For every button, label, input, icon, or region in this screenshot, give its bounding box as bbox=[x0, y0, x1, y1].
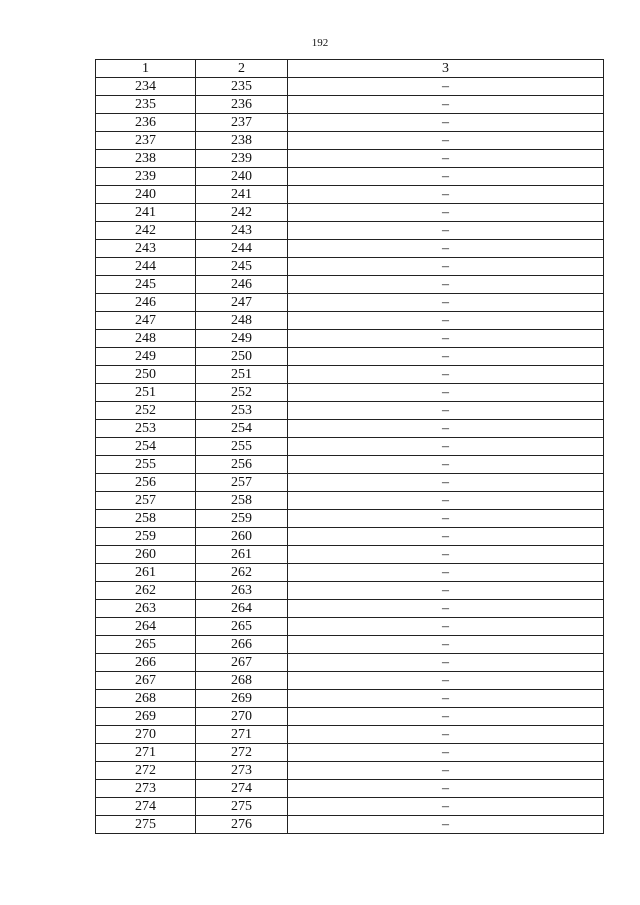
table-cell-col-2: 268 bbox=[196, 672, 288, 690]
table-row bbox=[96, 420, 604, 438]
table-cell-col-2: 253 bbox=[196, 402, 288, 420]
table-cell-col-2: 250 bbox=[196, 348, 288, 366]
table-cell-col-3: – bbox=[288, 672, 604, 690]
page-number: 192 bbox=[311, 37, 329, 49]
table-cell-col-2: 254 bbox=[196, 420, 288, 438]
table-cell-col-1: 237 bbox=[96, 132, 196, 150]
table-cell-col-2: 243 bbox=[196, 222, 288, 240]
column-header-3: 3 bbox=[288, 60, 604, 78]
table-cell-col-3: – bbox=[288, 816, 604, 834]
data-table bbox=[95, 59, 604, 834]
table-cell-col-2: 246 bbox=[196, 276, 288, 294]
table-cell-col-3: – bbox=[288, 330, 604, 348]
table-row bbox=[96, 672, 604, 690]
table-cell-col-1: 253 bbox=[96, 420, 196, 438]
table-cell-col-1: 249 bbox=[96, 348, 196, 366]
table-row bbox=[96, 564, 604, 582]
table-cell-col-1: 270 bbox=[96, 726, 196, 744]
table-cell-col-1: 266 bbox=[96, 654, 196, 672]
table-cell-col-2: 236 bbox=[196, 96, 288, 114]
table-cell-col-2: 274 bbox=[196, 780, 288, 798]
table-row bbox=[96, 726, 604, 744]
table-cell-col-1: 263 bbox=[96, 600, 196, 618]
table-cell-col-3: – bbox=[288, 438, 604, 456]
table-cell-col-2: 255 bbox=[196, 438, 288, 456]
table-cell-col-1: 242 bbox=[96, 222, 196, 240]
table-cell-col-1: 234 bbox=[96, 78, 196, 96]
table-cell-col-2: 238 bbox=[196, 132, 288, 150]
table-row bbox=[96, 762, 604, 780]
table-cell-col-1: 258 bbox=[96, 510, 196, 528]
table-cell-col-2: 270 bbox=[196, 708, 288, 726]
table-cell-col-2: 260 bbox=[196, 528, 288, 546]
table-cell-col-3: – bbox=[288, 150, 604, 168]
table-cell-col-3: – bbox=[288, 708, 604, 726]
table-cell-col-3: – bbox=[288, 384, 604, 402]
table-cell-col-2: 257 bbox=[196, 474, 288, 492]
table-cell-col-1: 250 bbox=[96, 366, 196, 384]
table-cell-col-1: 256 bbox=[96, 474, 196, 492]
table-row bbox=[96, 114, 604, 132]
column-header-2: 2 bbox=[196, 60, 288, 78]
table-cell-col-2: 256 bbox=[196, 456, 288, 474]
table-header bbox=[96, 60, 604, 78]
table-cell-col-3: – bbox=[288, 600, 604, 618]
table-row bbox=[96, 744, 604, 762]
table-cell-col-3: – bbox=[288, 618, 604, 636]
table-cell-col-2: 240 bbox=[196, 168, 288, 186]
table-cell-col-2: 263 bbox=[196, 582, 288, 600]
table-cell-col-3: – bbox=[288, 348, 604, 366]
table-cell-col-3: – bbox=[288, 546, 604, 564]
table-cell-col-1: 239 bbox=[96, 168, 196, 186]
table-cell-col-3: – bbox=[288, 636, 604, 654]
table-cell-col-3: – bbox=[288, 690, 604, 708]
table-cell-col-1: 260 bbox=[96, 546, 196, 564]
table-cell-col-1: 259 bbox=[96, 528, 196, 546]
table-row bbox=[96, 492, 604, 510]
table-cell-col-3: – bbox=[288, 366, 604, 384]
table-cell-col-3: – bbox=[288, 96, 604, 114]
table-cell-col-2: 273 bbox=[196, 762, 288, 780]
table-row bbox=[96, 96, 604, 114]
table-cell-col-3: – bbox=[288, 186, 604, 204]
table-cell-col-1: 264 bbox=[96, 618, 196, 636]
table-cell-col-1: 247 bbox=[96, 312, 196, 330]
table-cell-col-3: – bbox=[288, 402, 604, 420]
table-cell-col-1: 248 bbox=[96, 330, 196, 348]
table-row bbox=[96, 366, 604, 384]
table-cell-col-1: 257 bbox=[96, 492, 196, 510]
table-cell-col-1: 252 bbox=[96, 402, 196, 420]
table-row bbox=[96, 258, 604, 276]
table-cell-col-1: 272 bbox=[96, 762, 196, 780]
table-cell-col-2: 244 bbox=[196, 240, 288, 258]
table-cell-col-3: – bbox=[288, 528, 604, 546]
table-cell-col-3: – bbox=[288, 132, 604, 150]
table-row bbox=[96, 816, 604, 834]
table-row bbox=[96, 780, 604, 798]
table-cell-col-3: – bbox=[288, 294, 604, 312]
table-row bbox=[96, 636, 604, 654]
table-cell-col-3: – bbox=[288, 78, 604, 96]
table-cell-col-2: 261 bbox=[196, 546, 288, 564]
table-row bbox=[96, 474, 604, 492]
table-cell-col-3: – bbox=[288, 798, 604, 816]
table-row bbox=[96, 402, 604, 420]
table-cell-col-2: 267 bbox=[196, 654, 288, 672]
table-cell-col-1: 271 bbox=[96, 744, 196, 762]
table-cell-col-1: 267 bbox=[96, 672, 196, 690]
table-cell-col-2: 259 bbox=[196, 510, 288, 528]
table-body bbox=[96, 78, 604, 834]
table-cell-col-3: – bbox=[288, 168, 604, 186]
table-cell-col-1: 243 bbox=[96, 240, 196, 258]
table-row bbox=[96, 618, 604, 636]
table-cell-col-1: 262 bbox=[96, 582, 196, 600]
table-cell-col-3: – bbox=[288, 114, 604, 132]
table-cell-col-3: – bbox=[288, 456, 604, 474]
table-cell-col-3: – bbox=[288, 312, 604, 330]
table-cell-col-2: 265 bbox=[196, 618, 288, 636]
table-row bbox=[96, 222, 604, 240]
table-row bbox=[96, 690, 604, 708]
table-cell-col-2: 251 bbox=[196, 366, 288, 384]
table-cell-col-1: 238 bbox=[96, 150, 196, 168]
table-row bbox=[96, 204, 604, 222]
table-row bbox=[96, 546, 604, 564]
table-cell-col-3: – bbox=[288, 762, 604, 780]
column-header-1: 1 bbox=[96, 60, 196, 78]
table-cell-col-3: – bbox=[288, 204, 604, 222]
table-cell-col-3: – bbox=[288, 510, 604, 528]
table-row bbox=[96, 582, 604, 600]
table-cell-col-3: – bbox=[288, 780, 604, 798]
table-row bbox=[96, 510, 604, 528]
table-cell-col-3: – bbox=[288, 744, 604, 762]
table-cell-col-1: 244 bbox=[96, 258, 196, 276]
table-cell-col-1: 261 bbox=[96, 564, 196, 582]
table-cell-col-1: 245 bbox=[96, 276, 196, 294]
table-row bbox=[96, 312, 604, 330]
table-row bbox=[96, 78, 604, 96]
table-cell-col-1: 268 bbox=[96, 690, 196, 708]
table-row bbox=[96, 276, 604, 294]
table-cell-col-1: 254 bbox=[96, 438, 196, 456]
table-cell-col-2: 237 bbox=[196, 114, 288, 132]
table-cell-col-2: 269 bbox=[196, 690, 288, 708]
table-cell-col-3: – bbox=[288, 240, 604, 258]
table-row bbox=[96, 456, 604, 474]
table-cell-col-2: 245 bbox=[196, 258, 288, 276]
table-cell-col-3: – bbox=[288, 564, 604, 582]
table-cell-col-1: 235 bbox=[96, 96, 196, 114]
table-cell-col-3: – bbox=[288, 222, 604, 240]
table-cell-col-1: 240 bbox=[96, 186, 196, 204]
table-cell-col-2: 275 bbox=[196, 798, 288, 816]
table-cell-col-3: – bbox=[288, 420, 604, 438]
table-cell-col-1: 274 bbox=[96, 798, 196, 816]
table-cell-col-3: – bbox=[288, 726, 604, 744]
table-row bbox=[96, 348, 604, 366]
table-row bbox=[96, 186, 604, 204]
table-cell-col-1: 275 bbox=[96, 816, 196, 834]
table-cell-col-2: 242 bbox=[196, 204, 288, 222]
header-row bbox=[96, 60, 604, 78]
table-row bbox=[96, 132, 604, 150]
table-cell-col-1: 273 bbox=[96, 780, 196, 798]
table-row bbox=[96, 150, 604, 168]
table-row bbox=[96, 384, 604, 402]
table-cell-col-1: 251 bbox=[96, 384, 196, 402]
table-cell-col-2: 247 bbox=[196, 294, 288, 312]
table-row bbox=[96, 438, 604, 456]
table-cell-col-1: 246 bbox=[96, 294, 196, 312]
table-cell-col-2: 249 bbox=[196, 330, 288, 348]
table-cell-col-1: 269 bbox=[96, 708, 196, 726]
table-cell-col-3: – bbox=[288, 258, 604, 276]
table-cell-col-2: 235 bbox=[196, 78, 288, 96]
table-cell-col-2: 239 bbox=[196, 150, 288, 168]
table-cell-col-3: – bbox=[288, 654, 604, 672]
table-cell-col-2: 248 bbox=[196, 312, 288, 330]
table-cell-col-3: – bbox=[288, 474, 604, 492]
table-cell-col-2: 262 bbox=[196, 564, 288, 582]
table-cell-col-1: 236 bbox=[96, 114, 196, 132]
table-cell-col-2: 276 bbox=[196, 816, 288, 834]
table-cell-col-2: 272 bbox=[196, 744, 288, 762]
table-cell-col-1: 265 bbox=[96, 636, 196, 654]
table-row bbox=[96, 708, 604, 726]
table-cell-col-2: 258 bbox=[196, 492, 288, 510]
table-cell-col-2: 241 bbox=[196, 186, 288, 204]
table-row bbox=[96, 528, 604, 546]
table-cell-col-3: – bbox=[288, 492, 604, 510]
table-cell-col-2: 266 bbox=[196, 636, 288, 654]
table-cell-col-1: 255 bbox=[96, 456, 196, 474]
table-cell-col-3: – bbox=[288, 582, 604, 600]
table-row bbox=[96, 168, 604, 186]
table-row bbox=[96, 600, 604, 618]
table-row bbox=[96, 798, 604, 816]
table-cell-col-2: 264 bbox=[196, 600, 288, 618]
table-cell-col-2: 271 bbox=[196, 726, 288, 744]
table-cell-col-3: – bbox=[288, 276, 604, 294]
table-row bbox=[96, 654, 604, 672]
table-row bbox=[96, 240, 604, 258]
table-cell-col-1: 241 bbox=[96, 204, 196, 222]
table-cell-col-2: 252 bbox=[196, 384, 288, 402]
table-row bbox=[96, 330, 604, 348]
table-row bbox=[96, 294, 604, 312]
